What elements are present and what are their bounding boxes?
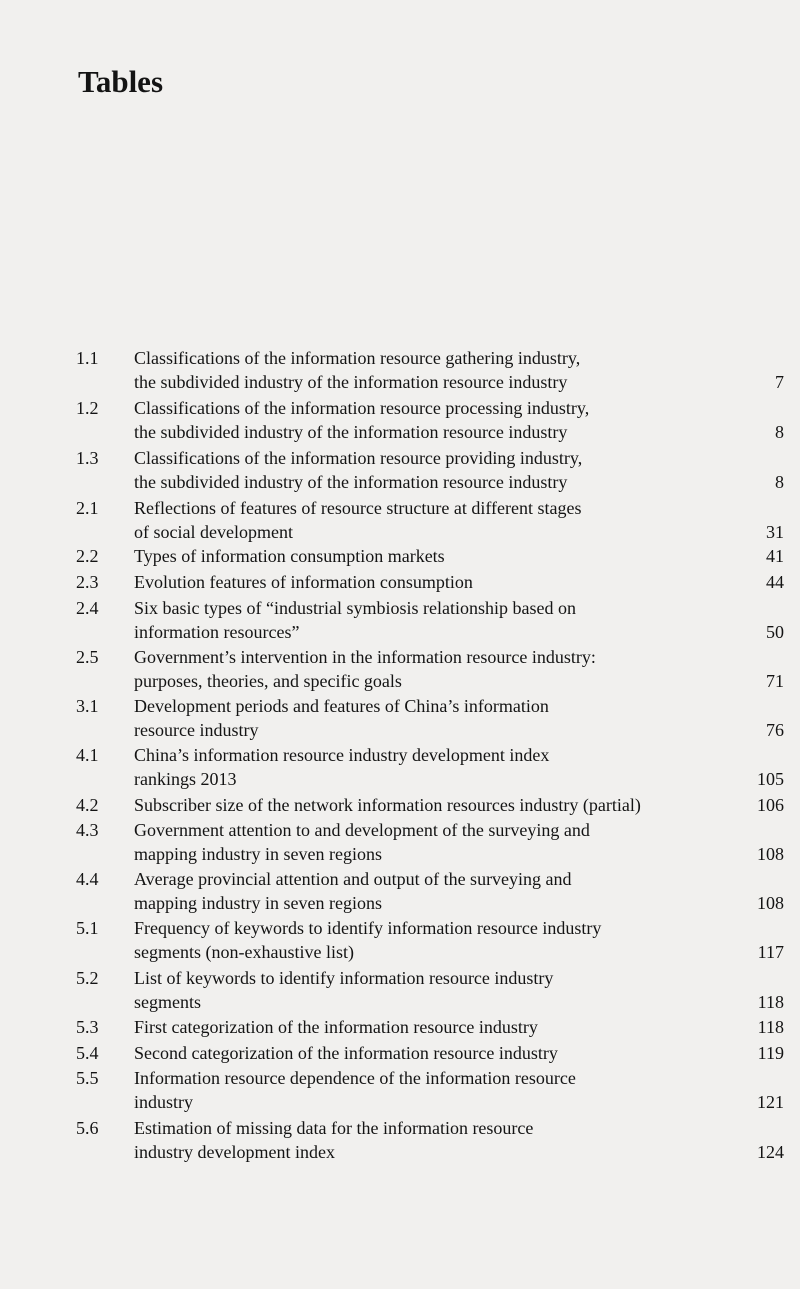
page-number: 105 xyxy=(757,769,784,789)
caption-line: the subdivided industry of the information resource industry xyxy=(134,372,568,392)
table-caption xyxy=(134,966,734,1014)
table-number: 5.4 xyxy=(76,1043,99,1063)
table-caption xyxy=(134,818,734,866)
caption-line: mapping industry in seven regions xyxy=(134,844,382,864)
table-caption xyxy=(134,346,734,394)
table-caption xyxy=(134,544,734,568)
table-number: 2.5 xyxy=(76,647,99,667)
table-caption xyxy=(134,1066,734,1114)
table-caption xyxy=(134,793,734,817)
page-number: 41 xyxy=(766,546,784,566)
page-number: 76 xyxy=(766,720,784,740)
table-caption xyxy=(134,446,734,494)
caption-line: rankings 2013 xyxy=(134,769,237,789)
caption-line: Second categorization of the information resource industry xyxy=(134,1043,558,1063)
caption-line: segments xyxy=(134,992,201,1012)
caption-line: information resources” xyxy=(134,622,300,642)
page-number: 71 xyxy=(766,671,784,691)
caption-line: Reflections of features of resource structure at different stages xyxy=(134,498,582,518)
caption-line: the subdivided industry of the information resource industry xyxy=(134,422,568,442)
page-number: 118 xyxy=(757,1017,784,1037)
table-caption xyxy=(134,916,734,964)
caption-line: Classifications of the information resource providing industry, xyxy=(134,448,583,468)
page-number: 119 xyxy=(757,1043,784,1063)
caption-line: Development periods and features of China’s information xyxy=(134,696,549,716)
table-number: 4.3 xyxy=(76,820,99,840)
page-number: 108 xyxy=(757,844,784,864)
table-caption xyxy=(134,396,734,444)
page-number: 31 xyxy=(766,522,784,542)
caption-line: List of keywords to identify information resource industry xyxy=(134,968,554,988)
caption-line: Average provincial attention and output of the surveying and xyxy=(134,869,572,889)
caption-line: Estimation of missing data for the information resource xyxy=(134,1118,534,1138)
table-caption xyxy=(134,694,734,742)
caption-line: Evolution features of information consumption xyxy=(134,572,473,592)
table-number: 4.1 xyxy=(76,745,99,765)
table-number: 1.2 xyxy=(76,398,99,418)
caption-line: Frequency of keywords to identify information resource industry xyxy=(134,918,602,938)
page-number: 117 xyxy=(757,942,784,962)
table-number: 5.2 xyxy=(76,968,99,988)
table-caption xyxy=(134,867,734,915)
table-number: 5.3 xyxy=(76,1017,99,1037)
table-caption xyxy=(134,1015,734,1039)
caption-line: Subscriber size of the network information resources industry (partial) xyxy=(134,795,641,815)
caption-line: Six basic types of “industrial symbiosis relationship based on xyxy=(134,598,576,618)
table-caption xyxy=(134,743,734,791)
page-number: 7 xyxy=(775,372,784,392)
caption-line: the subdivided industry of the information resource industry xyxy=(134,472,568,492)
table-number: 2.4 xyxy=(76,598,99,618)
page-number: 121 xyxy=(757,1092,784,1112)
table-number: 5.5 xyxy=(76,1068,99,1088)
table-number: 1.1 xyxy=(76,348,99,368)
table-number: 5.1 xyxy=(76,918,99,938)
table-number: 4.4 xyxy=(76,869,99,889)
page-title: Tables xyxy=(78,64,164,99)
caption-line: Classifications of the information resource gathering industry, xyxy=(134,348,581,368)
table-number: 2.3 xyxy=(76,572,99,592)
table-number: 2.1 xyxy=(76,498,99,518)
table-number: 4.2 xyxy=(76,795,99,815)
caption-line: Government attention to and development of the surveying and xyxy=(134,820,590,840)
caption-line: industry xyxy=(134,1092,194,1112)
table-number: 1.3 xyxy=(76,448,99,468)
page-number: 108 xyxy=(757,893,784,913)
caption-line: industry development index xyxy=(134,1142,335,1162)
table-number: 2.2 xyxy=(76,546,99,566)
caption-line: mapping industry in seven regions xyxy=(134,893,382,913)
table-caption xyxy=(134,1041,734,1065)
page-number: 118 xyxy=(757,992,784,1012)
page-number: 50 xyxy=(766,622,784,642)
caption-line: China’s information resource industry development index xyxy=(134,745,550,765)
table-caption xyxy=(134,570,734,594)
page-number: 106 xyxy=(757,795,784,815)
caption-line: Classifications of the information resource processing industry, xyxy=(134,398,590,418)
page-number: 8 xyxy=(775,422,784,442)
caption-line: Information resource dependence of the information resource xyxy=(134,1068,576,1088)
caption-line: Government’s intervention in the information resource industry: xyxy=(134,647,596,667)
caption-line: segments (non-exhaustive list) xyxy=(134,942,354,962)
page-number: 8 xyxy=(775,472,784,492)
table-caption xyxy=(134,645,734,693)
table-number: 5.6 xyxy=(76,1118,99,1138)
table-caption xyxy=(134,496,734,544)
caption-line: Types of information consumption markets xyxy=(134,546,445,566)
caption-line: resource industry xyxy=(134,720,259,740)
caption-line: First categorization of the information resource industry xyxy=(134,1017,538,1037)
caption-line: purposes, theories, and specific goals xyxy=(134,671,402,691)
table-number: 3.1 xyxy=(76,696,99,716)
page-number: 44 xyxy=(766,572,784,592)
page-number: 124 xyxy=(757,1142,784,1162)
table-caption xyxy=(134,1116,734,1164)
table-caption xyxy=(134,596,734,644)
caption-line: of social development xyxy=(134,522,293,542)
